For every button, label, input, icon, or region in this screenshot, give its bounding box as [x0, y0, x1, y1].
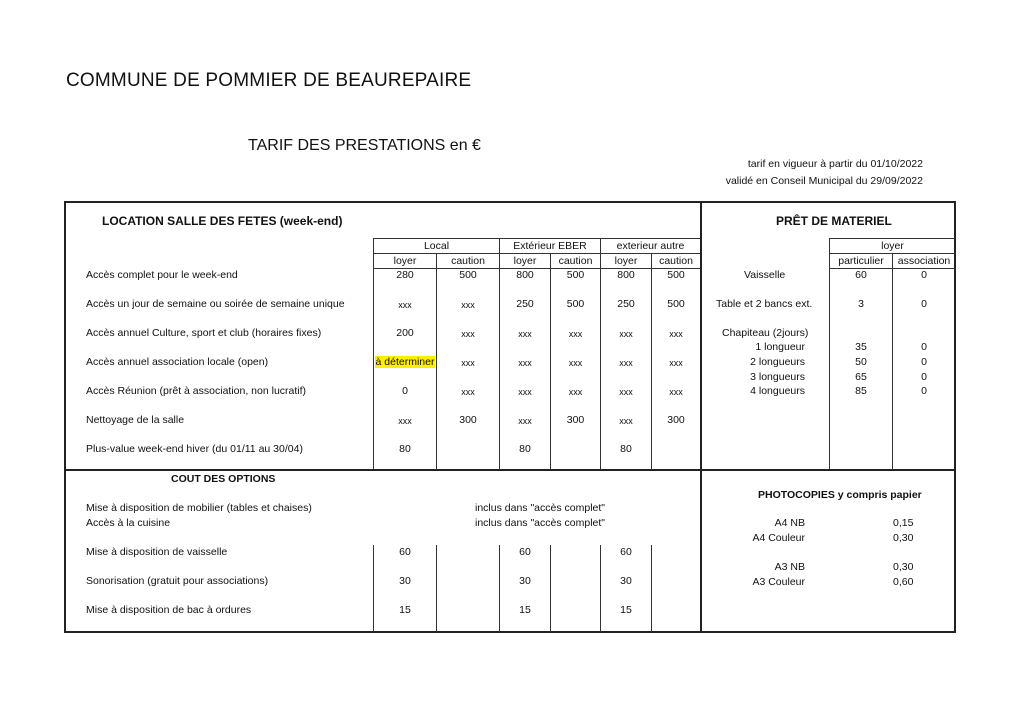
location-cell: 250	[516, 298, 534, 310]
subheader: caution	[558, 255, 593, 267]
page-subtitle: TARIF DES PRESTATIONS en €	[248, 137, 481, 154]
materiel-row-label: Chapiteau (2jours)	[722, 327, 809, 339]
location-cell: xxx	[619, 416, 633, 426]
materiel-cell-particulier: 50	[855, 356, 867, 368]
grid-col-line	[373, 545, 374, 632]
option-cell: 60	[519, 546, 531, 558]
location-cell: xxx	[568, 387, 583, 397]
location-cell: 500	[667, 298, 685, 310]
location-cell: xxx	[568, 329, 583, 339]
option-label: Accès à la cuisine	[86, 517, 171, 529]
materiel-cell-association: 0	[921, 341, 927, 353]
location-cell: xxx	[518, 329, 532, 339]
option-cell: 15	[620, 604, 632, 616]
options-divider	[65, 469, 955, 471]
option-label: Mise à disposition de mobilier (tables et chaises)	[86, 502, 312, 514]
location-cell: 500	[667, 269, 685, 281]
validation-date: validé en Conseil Municipal du 29/09/2022	[725, 175, 923, 187]
location-cell: xxx	[669, 329, 683, 339]
materiel-row-label: Vaisselle	[744, 269, 786, 281]
materiel-cell-particulier: 3	[858, 298, 864, 310]
location-cell: 300	[459, 414, 477, 426]
group-header: Extérieur EBER	[513, 240, 587, 252]
location-cell: 800	[617, 269, 635, 281]
grid-col-line	[600, 545, 601, 632]
location-row-label: Nettoyage de la salle	[86, 414, 185, 426]
location-cell: 80	[620, 443, 632, 455]
option-row-label: Sonorisation (gratuit pour associations)	[86, 575, 269, 587]
subheader: caution	[451, 255, 485, 267]
location-title: LOCATION SALLE DES FETES (week-end)	[102, 214, 343, 228]
subheader: caution	[659, 255, 693, 267]
materiel-cell-association: 0	[921, 356, 927, 368]
location-cell: xxx	[568, 358, 583, 368]
materiel-row-label: 1 longueur	[755, 341, 805, 353]
photocopy-price: 0,15	[893, 517, 914, 529]
options-title: COUT DES OPTIONS	[171, 473, 276, 485]
location-cell: 500	[566, 269, 585, 281]
location-cell: xxx	[619, 329, 633, 339]
location-row-label: Accès annuel association locale (open)	[86, 356, 269, 368]
location-cell: 500	[459, 269, 477, 281]
photocopy-label: A3 NB	[774, 561, 805, 573]
subheader: association	[897, 255, 951, 267]
section-divider	[700, 202, 702, 632]
location-cell: 80	[519, 443, 531, 455]
location-cell: xxx	[619, 358, 633, 368]
location-cell: xxx	[398, 416, 412, 426]
location-row-label: Accès Réunion (prêt à association, non lucratif)	[86, 385, 307, 397]
option-cell: 15	[519, 604, 531, 616]
grid-top-line	[829, 238, 955, 239]
option-cell: 30	[519, 575, 531, 587]
location-cell: xxx	[461, 300, 475, 310]
photocopy-label: A4 NB	[774, 517, 805, 529]
location-cell	[374, 356, 436, 368]
materiel-cell-association: 0	[921, 298, 927, 310]
materiel-row-label: 4 longueurs	[750, 385, 805, 397]
location-row-label: Accès un jour de semaine ou soirée de semaine unique	[86, 298, 345, 310]
location-row-label: Accès annuel Culture, sport et club (horaires fixes)	[86, 327, 322, 339]
photocopies-title: PHOTOCOPIES y compris papier	[758, 489, 922, 501]
materiel-cell-particulier: 60	[855, 269, 867, 281]
location-row-label: Accès complet pour le week-end	[86, 269, 238, 281]
materiel-cell-particulier: 65	[855, 371, 867, 383]
location-cell: 500	[566, 298, 585, 310]
photocopy-label: A4 Couleur	[752, 532, 805, 544]
location-cell: 280	[396, 269, 414, 281]
location-cell: xxx	[619, 387, 633, 397]
option-note: inclus dans "accès complet"	[475, 502, 606, 514]
validity-date: tarif en vigueur à partir du 01/10/2022	[747, 158, 923, 170]
location-cell: 0	[402, 385, 408, 397]
photocopy-price: 0,60	[893, 576, 914, 588]
location-cell: xxx	[461, 358, 475, 368]
location-cell: xxx	[518, 358, 532, 368]
location-cell: xxx	[669, 387, 683, 397]
location-row-label: Plus-value week-end hiver (du 01/11 au 30/04)	[86, 443, 303, 455]
location-cell: xxx	[461, 329, 475, 339]
highlighted-value: à déterminer	[375, 356, 435, 368]
page-title: COMMUNE DE POMMIER DE BEAUREPAIRE	[66, 70, 472, 91]
group-header: Local	[423, 240, 450, 252]
option-row-label: Mise à disposition de vaisselle	[86, 546, 228, 558]
location-cell: 800	[516, 269, 534, 281]
option-cell: 60	[399, 546, 411, 558]
option-row-label: Mise à disposition de bac à ordures	[86, 604, 252, 616]
location-cell: xxx	[518, 416, 532, 426]
location-cell: 200	[396, 327, 414, 339]
option-cell: 15	[399, 604, 411, 616]
subheader: loyer	[393, 255, 417, 267]
photocopy-price: 0,30	[893, 561, 914, 573]
option-cell: 30	[399, 575, 411, 587]
location-cell: 250	[617, 298, 635, 310]
grid-col-line	[436, 545, 437, 632]
materiel-row-label: 3 longueurs	[750, 371, 805, 383]
materiel-cell-association: 0	[921, 385, 927, 397]
materiel-cell-particulier: 85	[855, 385, 867, 397]
subheader: particulier	[838, 255, 884, 267]
location-cell: xxx	[398, 300, 412, 310]
grid-col-line	[550, 545, 551, 632]
location-cell: 300	[566, 414, 585, 426]
materiel-title: PRÊT DE MATERIEL	[776, 214, 892, 228]
option-cell: 60	[620, 546, 632, 558]
photocopy-price: 0,30	[893, 532, 914, 544]
grid-top-line	[373, 238, 700, 239]
materiel-cell-association: 0	[921, 269, 927, 281]
group-header: exterieur autre	[616, 240, 685, 252]
option-note: inclus dans "accès complet"	[475, 517, 606, 529]
location-cell: xxx	[461, 387, 475, 397]
location-cell: 300	[667, 414, 685, 426]
subheader: loyer	[614, 255, 638, 267]
option-cell: 30	[620, 575, 632, 587]
photocopy-label: A3 Couleur	[752, 576, 805, 588]
location-cell: 80	[399, 443, 411, 455]
materiel-row-label: Table et 2 bancs ext.	[716, 298, 813, 310]
materiel-cell-association: 0	[921, 371, 927, 383]
grid-col-line	[499, 545, 500, 632]
subheader: loyer	[513, 255, 537, 267]
location-cell: xxx	[518, 387, 532, 397]
materiel-cell-particulier: 35	[855, 341, 867, 353]
location-cell: xxx	[669, 358, 683, 368]
materiel-row-label: 2 longueurs	[750, 356, 805, 368]
grid-col-line	[651, 545, 652, 632]
materiel-group-header: loyer	[881, 240, 904, 252]
